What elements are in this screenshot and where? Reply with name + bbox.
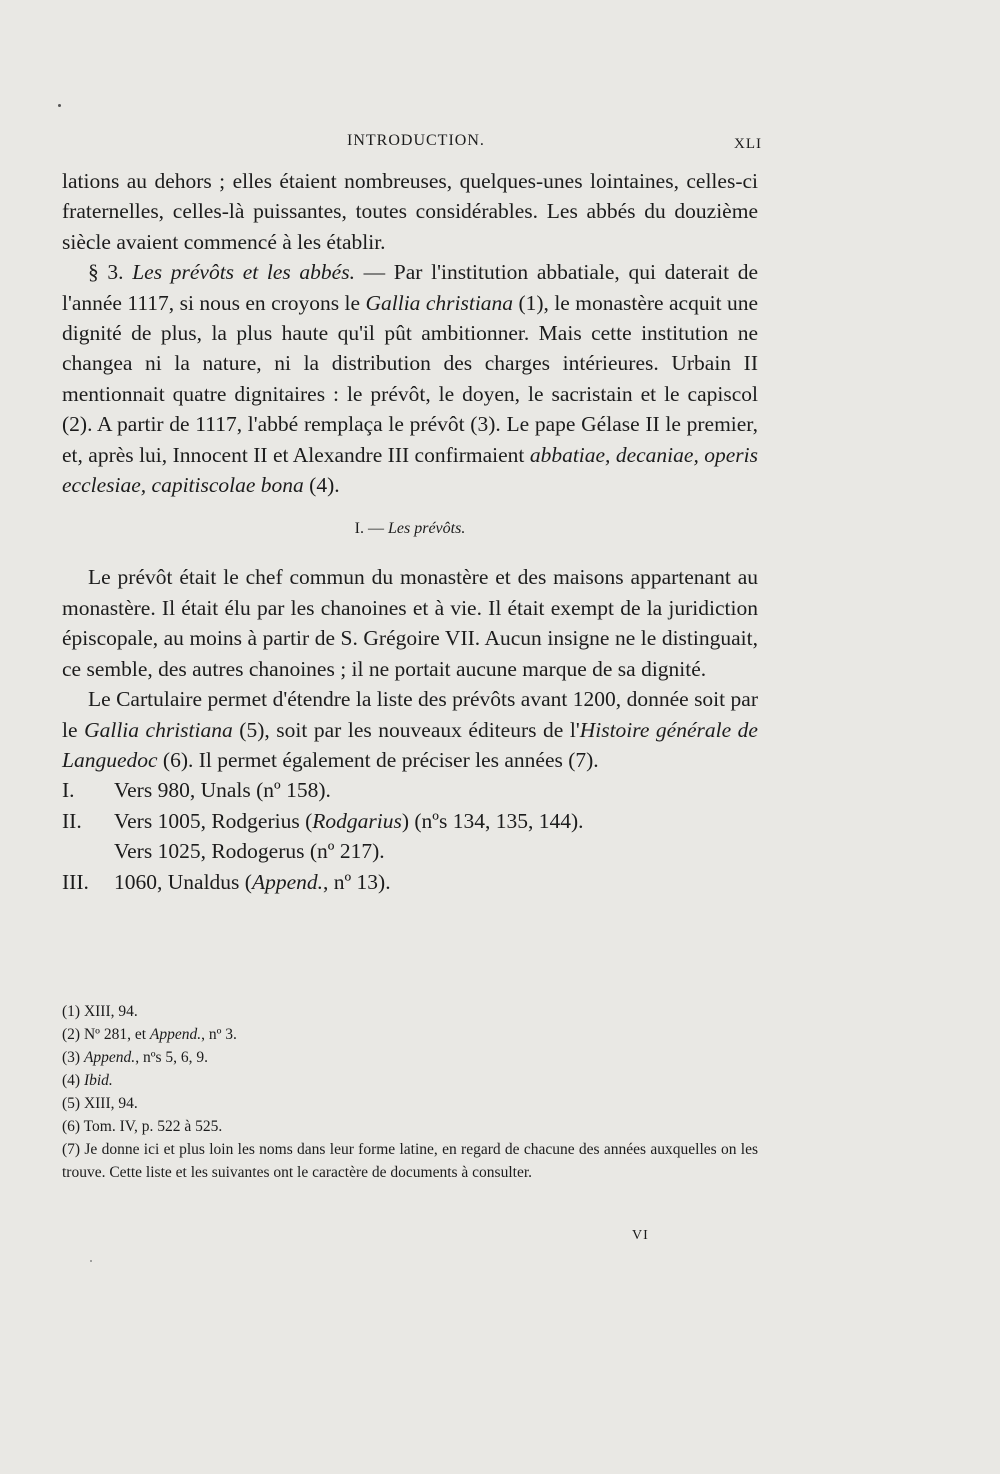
subsection-heading: I. — Les prévôts. xyxy=(354,520,466,538)
paragraph-3: Le prévôt était le chef commun du monastère et des maisons appartenant au monastère. Il était élu par les chanoines et à vie. Il était exempt de la juridiction épiscopale, au moins à partir de S. Grégoire VII. Aucun insigne ne le distinguait, ce semble, des autres chanoines ; il ne portait aucune marque de sa dignité. xyxy=(62,565,758,681)
footnote: (2) Nº 281, et Append., nº 3. xyxy=(62,1026,237,1043)
list-item: Vers 1025, Rodogerus (nº 217). xyxy=(114,839,385,864)
list-item: II. Vers 1005, Rodgerius (Rodgarius) (nºs 134, 135, 144). xyxy=(62,808,584,833)
footnote: (3) Append., nºs 5, 6, 9. xyxy=(62,1049,209,1066)
list-item: I. Vers 980, Unals (nº 158). xyxy=(62,778,331,803)
page-number: XLI xyxy=(734,136,762,152)
running-head xyxy=(62,132,762,156)
main-text xyxy=(62,166,758,897)
paper-speck xyxy=(58,104,61,107)
running-title: INTRODUCTION. xyxy=(347,132,485,149)
paragraph-2: § 3. Les prévôts et les abbés. — Par l'institution abbatiale, qui daterait de l'année 1117, si nous en croyons le Gallia christiana (1), le monastère acquit une dignité de plus, la plus haute qu'il pût ambitionner. Mais cette institution ne changea ni la nature, ni la distribution des charges intérieures. Urbain II mentionnait quatre dignitaires : le prévôt, le doyen, le sacristain et le capiscol (2). A partir de 1117, l'abbé remplaça le prévôt (3). Le pape Gélase II le premier, et, après lui, Innocent II et Alexandre III confirmaient abbatiae, decaniae, operis ecclesiae, capitiscolae bona (4). xyxy=(62,260,759,498)
footnote: (4) Ibid. xyxy=(62,1072,113,1089)
footnote: (1) XIII, 94. xyxy=(62,1003,138,1020)
paper-speck xyxy=(90,1260,92,1262)
section-heading: Les prévôts et les abbés. xyxy=(132,260,355,285)
list-item: III. 1060, Unaldus (Append., nº 13). xyxy=(62,869,391,894)
footnote: (5) XIII, 94. xyxy=(62,1095,138,1112)
footnotes xyxy=(62,1000,758,1184)
paragraph-4: Le Cartulaire permet d'étendre la liste des prévôts avant 1200, donnée soit par le Gallia christiana (5), soit par les nouveaux éditeurs de l'Histoire générale de Languedoc (6). Il permet également de préciser les années (7). xyxy=(62,687,758,772)
provost-list xyxy=(62,775,758,897)
section-mark: § 3. xyxy=(88,260,124,285)
signature-mark: VI xyxy=(632,1228,649,1243)
footnote: (7) Je donne ici et plus loin les noms dans leur forme latine, en regard de chacune des années auxquelles on les trouve. Cette liste et les suivantes ont le caractère de documents à consulter. xyxy=(62,1141,758,1181)
footnote: (6) Tom. IV, p. 522 à 525. xyxy=(62,1118,223,1135)
paragraph-1: lations au dehors ; elles étaient nombreuses, quelques-unes lointaines, celles-ci fraternelles, celles-là puissantes, toutes considérables. Les abbés du douzième siècle avaient commencé à les établir. xyxy=(62,169,758,254)
